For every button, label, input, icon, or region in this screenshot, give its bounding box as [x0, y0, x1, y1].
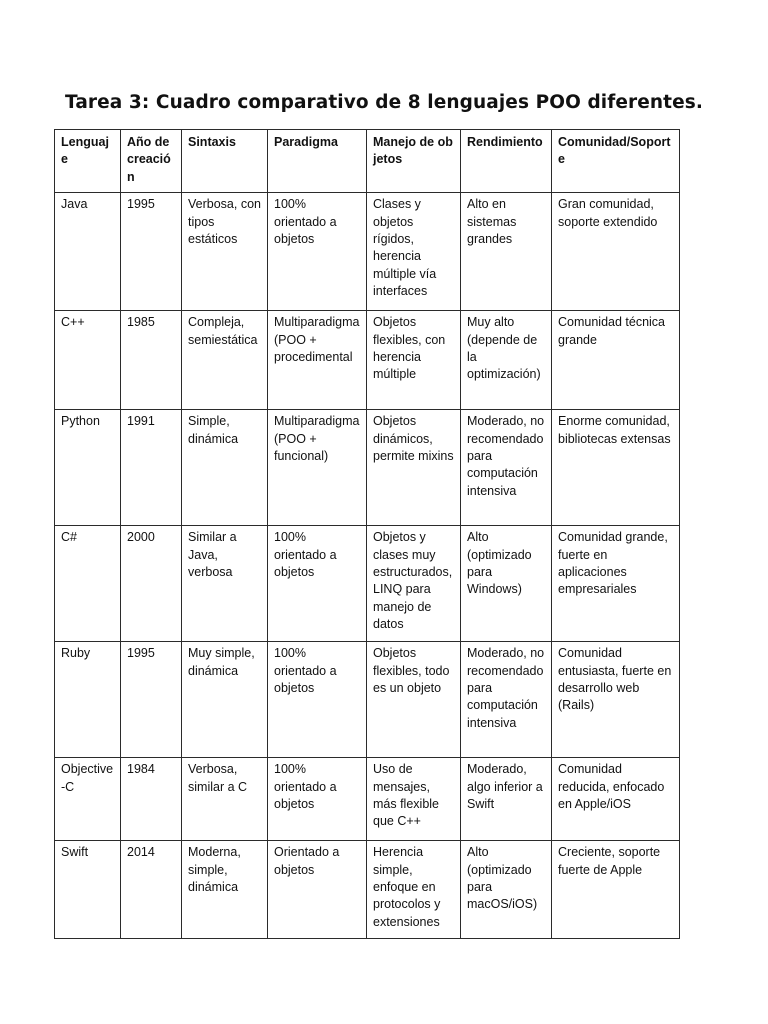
- header-rendimiento: Rendimiento: [461, 130, 552, 193]
- cell-comunidad: Comunidad grande, fuerte en aplicaciones empresariales: [552, 526, 680, 642]
- cell-comunidad: Comunidad entusiasta, fuerte en desarrollo web (Rails): [552, 642, 680, 758]
- cell-lenguaje: Java: [55, 193, 121, 311]
- cell-lenguaje: Python: [55, 410, 121, 526]
- cell-sintaxis: Muy simple, dinámica: [182, 642, 268, 758]
- cell-manejo-objetos: Objetos flexibles, con herencia múltiple: [367, 311, 461, 410]
- cell-sintaxis: Verbosa, con tipos estáticos: [182, 193, 268, 311]
- cell-paradigma: 100% orientado a objetos: [268, 642, 367, 758]
- cell-paradigma: Orientado a objetos: [268, 841, 367, 939]
- cell-paradigma: 100% orientado a objetos: [268, 526, 367, 642]
- cell-manejo-objetos: Objetos flexibles, todo es un objeto: [367, 642, 461, 758]
- cell-manejo-objetos: Clases y objetos rígidos, herencia múltiple vía interfaces: [367, 193, 461, 311]
- cell-sintaxis: Verbosa, similar a C: [182, 758, 268, 841]
- cell-rendimiento: Moderado, no recomendado para computación intensiva: [461, 642, 552, 758]
- cell-rendimiento: Moderado, algo inferior a Swift: [461, 758, 552, 841]
- cell-rendimiento: Alto en sistemas grandes: [461, 193, 552, 311]
- cell-paradigma: Multiparadigma (POO + procedimental: [268, 311, 367, 410]
- header-anio: Año de creación: [121, 130, 182, 193]
- table-row: [55, 311, 680, 410]
- header-manejo-objetos: Manejo de objetos: [367, 130, 461, 193]
- table-row: [55, 410, 680, 526]
- header-paradigma: Paradigma: [268, 130, 367, 193]
- cell-anio: 2014: [121, 841, 182, 939]
- table-row: [55, 841, 680, 939]
- cell-comunidad: Gran comunidad, soporte extendido: [552, 193, 680, 311]
- cell-manejo-objetos: Uso de mensajes, más flexible que C++: [367, 758, 461, 841]
- cell-lenguaje: Objective-C: [55, 758, 121, 841]
- cell-rendimiento: Alto (optimizado para Windows): [461, 526, 552, 642]
- header-lenguaje: Lenguaje: [55, 130, 121, 193]
- cell-anio: 1984: [121, 758, 182, 841]
- cell-lenguaje: C++: [55, 311, 121, 410]
- cell-comunidad: Enorme comunidad, bibliotecas extensas: [552, 410, 680, 526]
- header-comunidad: Comunidad/Soporte: [552, 130, 680, 193]
- cell-anio: 1995: [121, 193, 182, 311]
- cell-lenguaje: Swift: [55, 841, 121, 939]
- cell-rendimiento: Alto (optimizado para macOS/iOS): [461, 841, 552, 939]
- table-row: [55, 642, 680, 758]
- cell-paradigma: 100% orientado a objetos: [268, 758, 367, 841]
- page-title: Tarea 3: Cuadro comparativo de 8 lenguajes POO diferentes.: [65, 92, 703, 113]
- header-sintaxis: Sintaxis: [182, 130, 268, 193]
- cell-paradigma: 100% orientado a objetos: [268, 193, 367, 311]
- cell-comunidad: Creciente, soporte fuerte de Apple: [552, 841, 680, 939]
- table-row: [55, 193, 680, 311]
- cell-manejo-objetos: Objetos y clases muy estructurados, LINQ para manejo de datos: [367, 526, 461, 642]
- comparison-table: [54, 129, 680, 939]
- cell-anio: 1995: [121, 642, 182, 758]
- cell-paradigma: Multiparadigma (POO + funcional): [268, 410, 367, 526]
- cell-manejo-objetos: Herencia simple, enfoque en protocolos y extensiones: [367, 841, 461, 939]
- cell-sintaxis: Compleja, semiestática: [182, 311, 268, 410]
- cell-rendimiento: Muy alto (depende de la optimización): [461, 311, 552, 410]
- cell-sintaxis: Simple, dinámica: [182, 410, 268, 526]
- cell-lenguaje: C#: [55, 526, 121, 642]
- table-header-row: [55, 130, 680, 193]
- cell-rendimiento: Moderado, no recomendado para computación intensiva: [461, 410, 552, 526]
- cell-manejo-objetos: Objetos dinámicos, permite mixins: [367, 410, 461, 526]
- cell-anio: 1991: [121, 410, 182, 526]
- cell-lenguaje: Ruby: [55, 642, 121, 758]
- cell-anio: 1985: [121, 311, 182, 410]
- cell-anio: 2000: [121, 526, 182, 642]
- cell-comunidad: Comunidad técnica grande: [552, 311, 680, 410]
- cell-comunidad: Comunidad reducida, enfocado en Apple/iOS: [552, 758, 680, 841]
- table-row: [55, 758, 680, 841]
- cell-sintaxis: Similar a Java, verbosa: [182, 526, 268, 642]
- table-row: [55, 526, 680, 642]
- cell-sintaxis: Moderna, simple, dinámica: [182, 841, 268, 939]
